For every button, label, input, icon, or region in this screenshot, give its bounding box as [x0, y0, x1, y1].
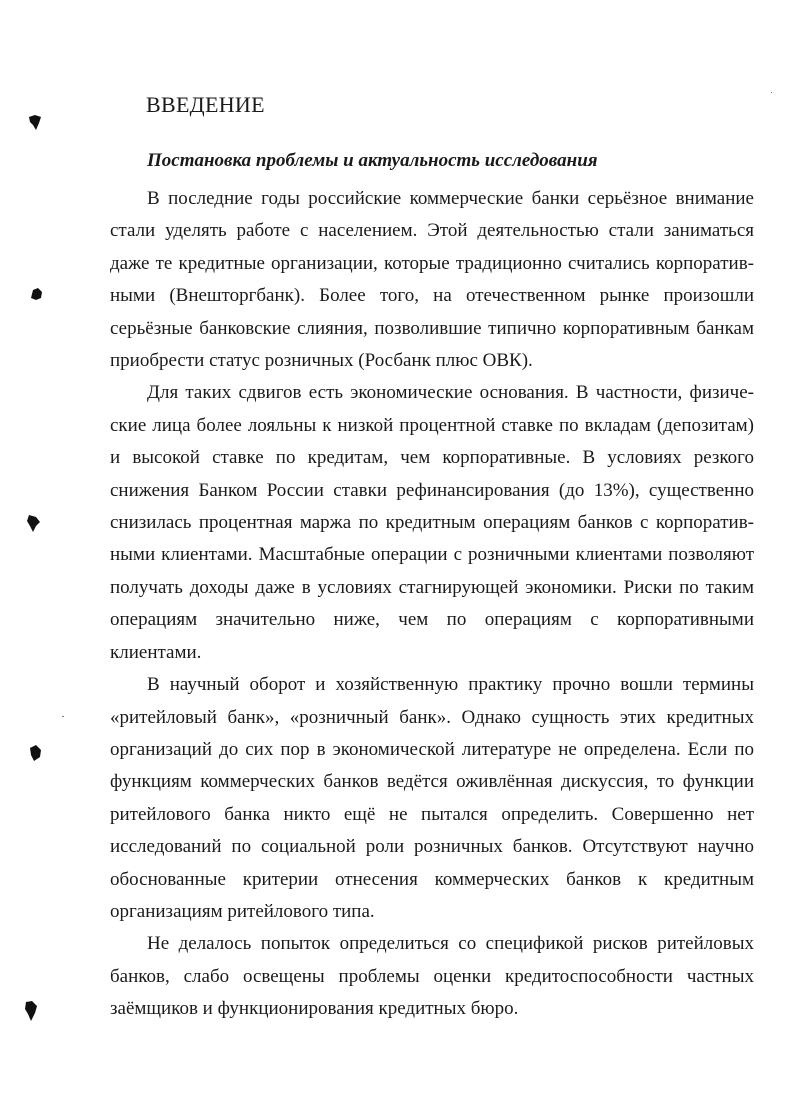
scan-mark — [25, 514, 42, 533]
body-text — [110, 183, 754, 1026]
scan-mark — [27, 744, 43, 762]
page-title: ВВЕДЕНИЕ — [146, 92, 265, 117]
paragraph: Для таких сдвигов есть экономические основания. В частности, физические лица более лояльны к низкой процентной ставке по вкладам (депозитам) и высокой ставке по кредитам, чем корпоративные. В условиях резкого снижения Банком России ставки рефинансирования (до 13%), существенно снизилась процентная маржа по кредитным операциям банков с корпоративными клиентами. Масштабные операции с розничными клиентами позволяют получать доходы даже в условиях стагнирующей экономики. Риски по таким операциям значительно ниже, чем по операциям с корпоративными клиентами. — [110, 382, 754, 663]
scan-mark — [22, 1000, 40, 1022]
scan-mark — [28, 286, 44, 302]
paragraph: В последние годы российские коммерческие банки серьёзное внимание стали уделять работе с населением. Этой деятельностью стали заниматься даже те кредитные организации, которые традиционно считались корпоративными (Внешторгбанк). Более того, на отечественном рынке произошли серьёзные банковские слияния, позволившие типично корпоративным банкам приобрести статус розничных (Росбанк плюс ОВК). — [110, 188, 754, 372]
paragraph: Не делалось попыток определиться со спецификой рисков ритейловых банков, слабо освещены проблемы оценки кредитоспособности частных заёмщиков и функционирования кредитных бюро. — [110, 933, 754, 1020]
section-subtitle: Постановка проблемы и актуальность исследования — [147, 150, 598, 171]
paragraph: В научный оборот и хозяйственную практику прочно вошли термины «ритейловый банк», «розничный банк». Однако сущность этих кредитных организаций до сих пор в экономической литературе не определена. Если по функциям коммерческих банков ведётся оживлённая дискуссия, то функции ритейлового банка никто ещё не пытался определить. Совершенно нет исследований по социальной роли розничных банков. Отсутствуют научно обоснованные критерии отнесения коммерческих банков к кредитным организациям ритейлового типа. — [110, 674, 754, 922]
scan-speck — [771, 92, 772, 93]
scan-speck — [62, 716, 64, 717]
scan-mark — [27, 114, 43, 132]
